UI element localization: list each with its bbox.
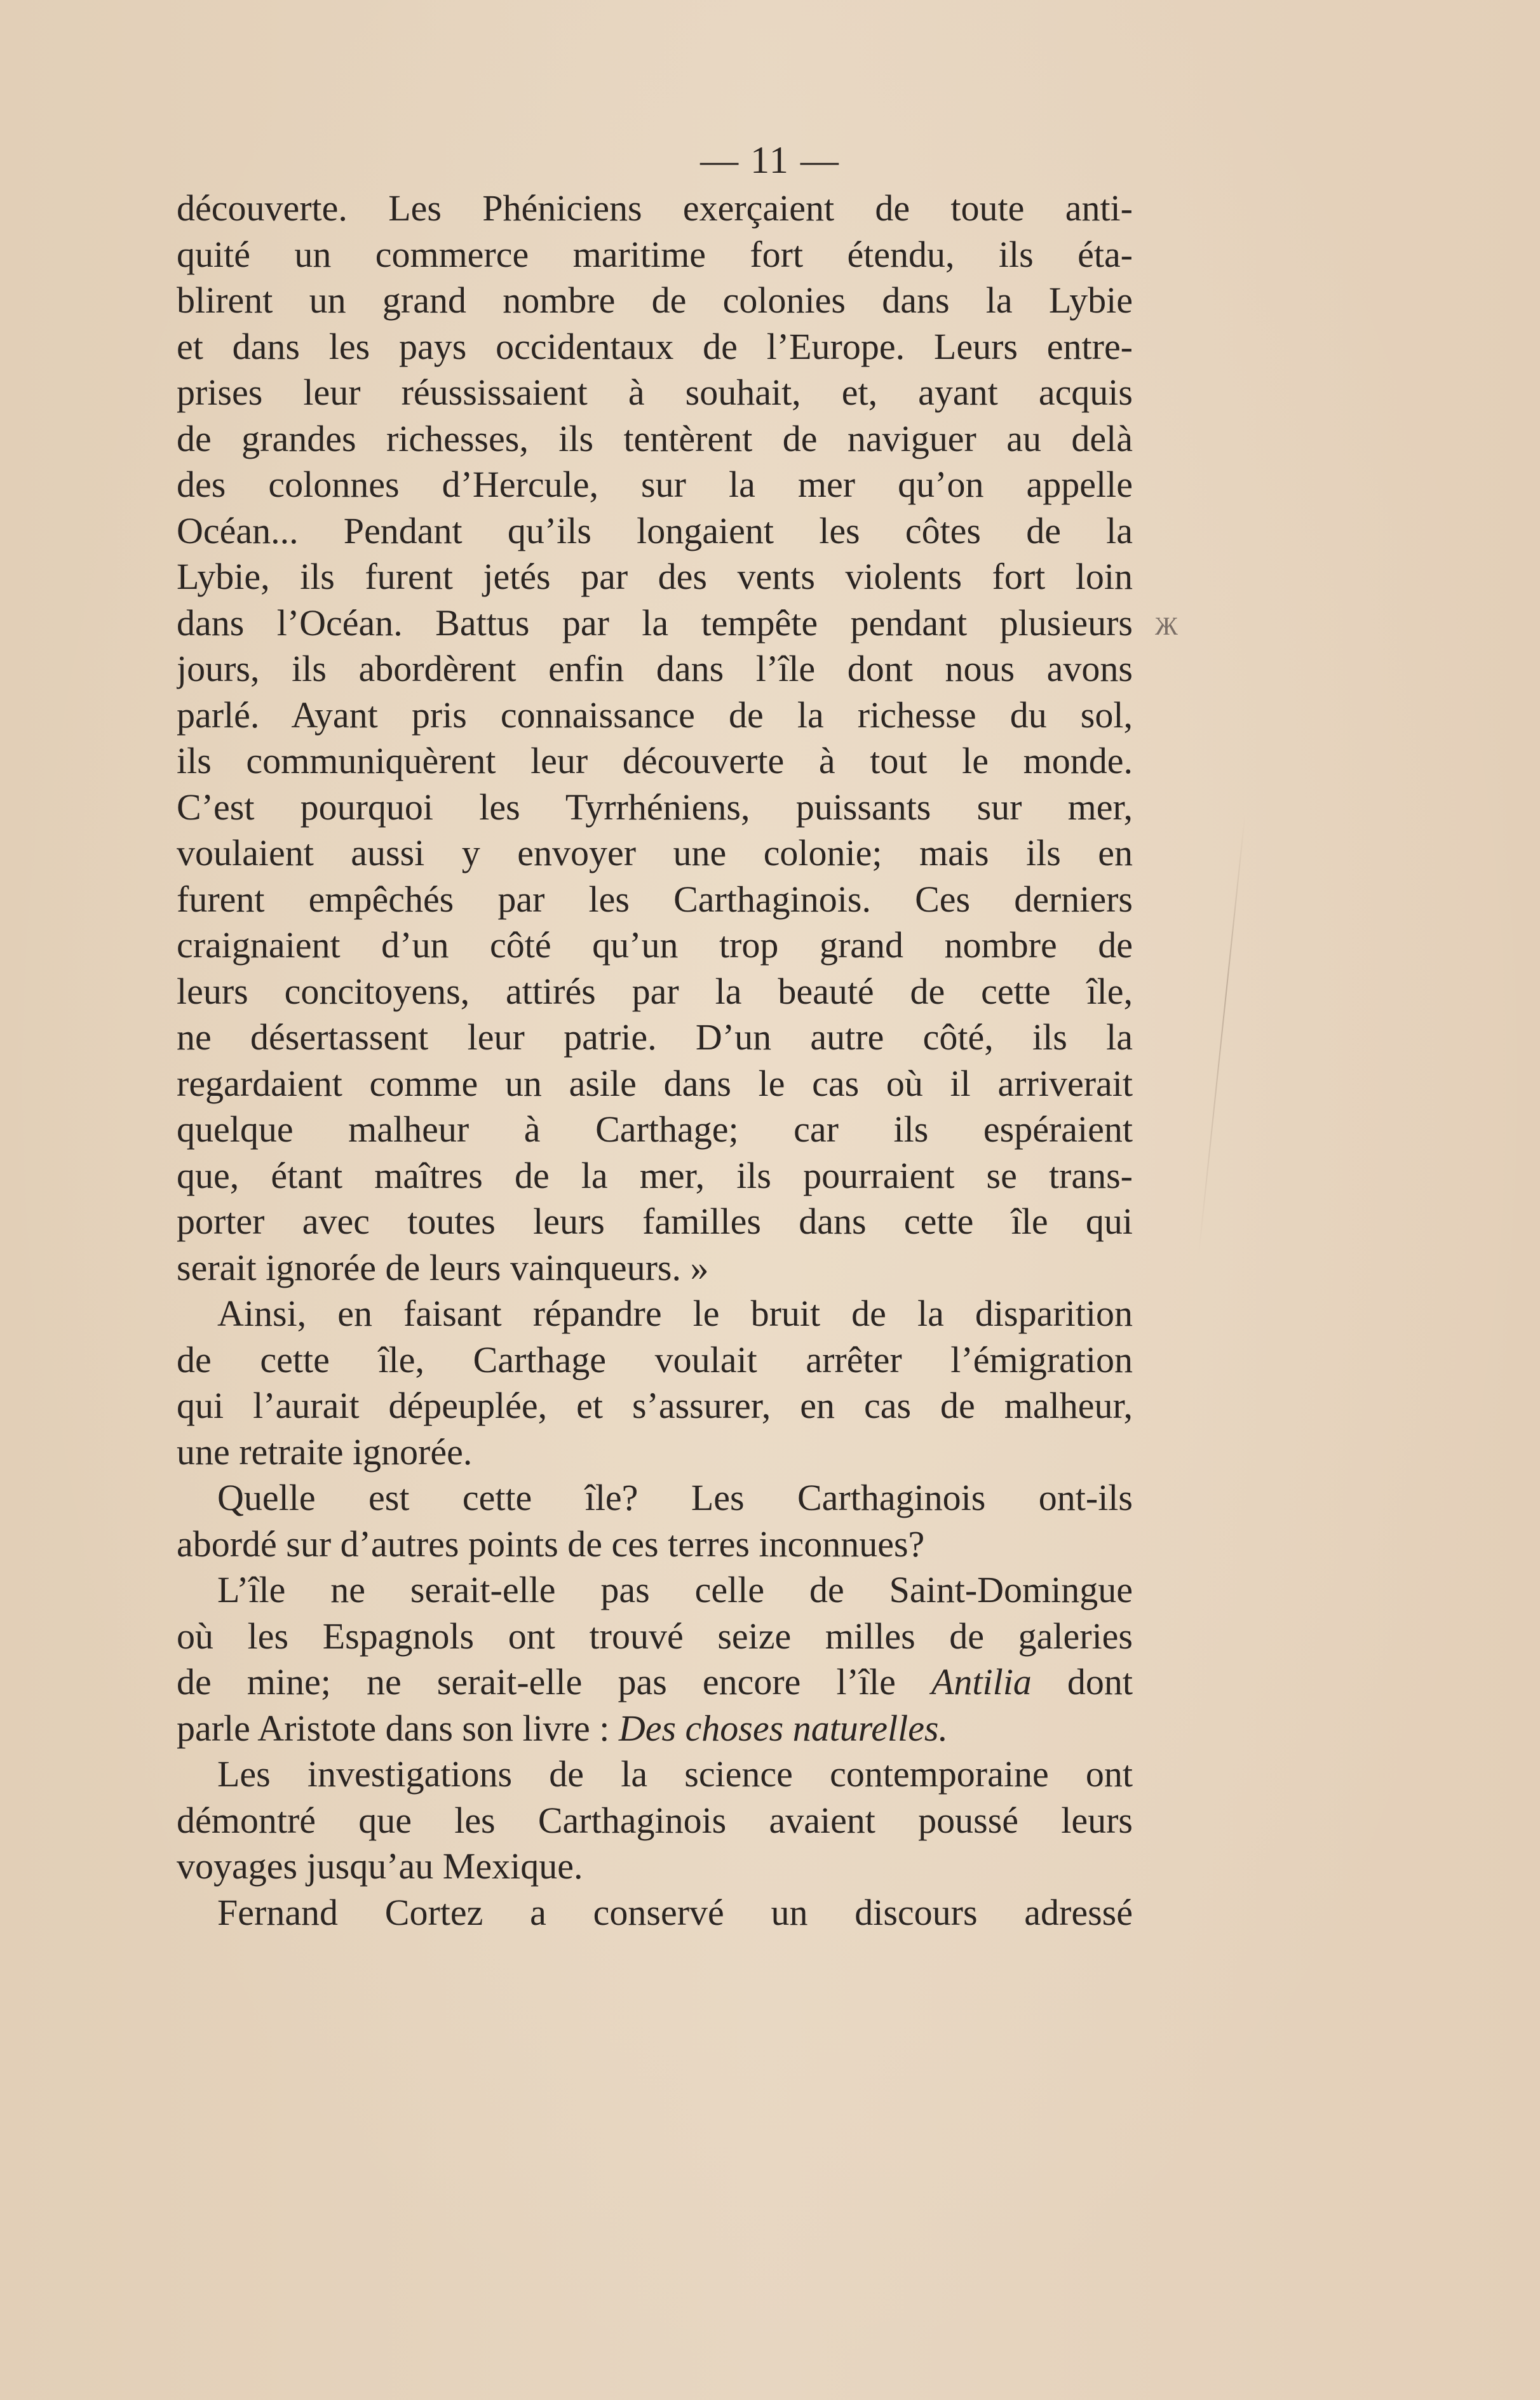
page-crease (1198, 814, 1245, 1257)
text-line: parlé. Ayant pris connaissance de la richesse du sol, (177, 694, 1133, 736)
text-line: ils communiquèrent leur découverte à tout le monde. (177, 740, 1133, 781)
text-line: de mine; ne serait-elle pas encore l’île Antilia dont (177, 1661, 1133, 1702)
text-line: voulaient aussi y envoyer une colonie; mais ils en (177, 832, 1133, 873)
text-line: de grandes richesses, ils tentèrent de naviguer au delà (177, 417, 1133, 459)
text-line: des colonnes d’Hercule, sur la mer qu’on appelle (177, 464, 1133, 505)
text-line: serait ignorée de leurs vainqueurs. » (177, 1246, 709, 1288)
text-line: démontré que les Carthaginois avaient poussé leurs (177, 1799, 1133, 1841)
margin-mark: Ж (1155, 612, 1178, 640)
text-line: de cette île, Carthage voulait arrêter l’émigration (177, 1338, 1133, 1380)
text-line: abordé sur d’autres points de ces terres inconnues? (177, 1523, 925, 1565)
text-line: qui l’aurait dépeuplée, et s’assurer, en cas de malheur, (177, 1385, 1133, 1426)
text-line: découverte. Les Phéniciens exerçaient de toute anti- (177, 187, 1133, 229)
text-line: furent empêchés par les Carthaginois. Ces derniers (177, 878, 1133, 920)
text-line: C’est pourquoi les Tyrrhéniens, puissants sur mer, (177, 786, 1133, 828)
text-line: ne désertassent leur patrie. D’un autre côté, ils la (177, 1016, 1133, 1058)
text-line: prises leur réussissaient à souhait, et, ayant acquis (177, 372, 1133, 413)
text-line: Quelle est cette île? Les Carthaginois ont-ils (217, 1477, 1133, 1518)
text-line: blirent un grand nombre de colonies dans la Lybie (177, 280, 1133, 321)
text-line: et dans les pays occidentaux de l’Europe. Leurs entre- (177, 325, 1133, 367)
text-line: parle Aristote dans son livre : Des choses naturelles. (177, 1707, 949, 1749)
text-line: craignaient d’un côté qu’un trop grand nombre de (177, 924, 1133, 966)
text-line: voyages jusqu’au Mexique. (177, 1845, 583, 1887)
text-line: L’île ne serait-elle pas celle de Saint-Domingue (217, 1569, 1133, 1610)
text-line: où les Espagnols ont trouvé seize milles de galeries (177, 1615, 1133, 1657)
text-line: leurs concitoyens, attirés par la beauté de cette île, (177, 970, 1133, 1012)
text-line: une retraite ignorée. (177, 1431, 473, 1473)
text-line: Fernand Cortez a conservé un discours adressé (217, 1891, 1133, 1933)
text-line: quité un commerce maritime fort étendu, ils éta- (177, 233, 1133, 275)
text-line: porter avec toutes leurs familles dans cette île qui (177, 1201, 1133, 1242)
page-number: — 11 — (700, 139, 840, 181)
text-line: dans l’Océan. Battus par la tempête pendant plusieurs (177, 602, 1133, 644)
text-line: regardaient comme un asile dans le cas où il arriverait (177, 1062, 1133, 1104)
text-line: Les investigations de la science contemporaine ont (217, 1753, 1133, 1795)
text-line: Lybie, ils furent jetés par des vents violents fort loin (177, 556, 1133, 597)
text-line: quelque malheur à Carthage; car ils espéraient (177, 1109, 1133, 1150)
text-line: Ainsi, en faisant répandre le bruit de la disparition (217, 1293, 1133, 1334)
text-line: jours, ils abordèrent enfin dans l’île dont nous avons (177, 648, 1133, 689)
body-text (177, 185, 1133, 1936)
text-line: Océan... Pendant qu’ils longaient les côtes de la (177, 509, 1133, 551)
text-line: que, étant maîtres de la mer, ils pourraient se trans- (177, 1154, 1133, 1196)
